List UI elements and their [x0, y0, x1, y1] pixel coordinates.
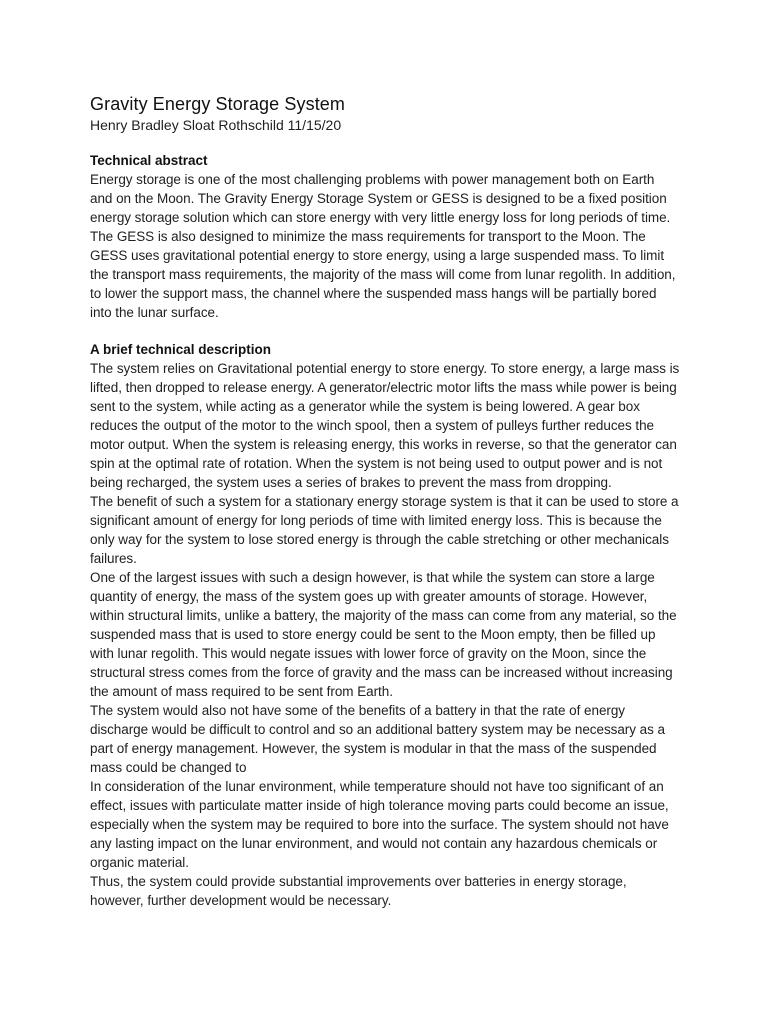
paragraph: The system would also not have some of the benefits of a battery in that the rate of energy discharge would be difficult to control and so an additional battery system may be necessary as a part of energy management. However, the system is modular in that the mass of the suspended mass could be changed to [90, 703, 665, 775]
section-technical-description [90, 341, 680, 910]
document-title: Gravity Energy Storage System [90, 94, 345, 114]
paragraph: In consideration of the lunar environment, while temperature should not have too significant of an effect, issues with particulate matter inside of high tolerance moving parts could become an issue, especially when the system may be required to bore into the surface. The system should not have any lasting impact on the lunar environment, and would not contain any hazardous chemicals or organic material. [90, 779, 669, 870]
section-heading: A brief technical description [90, 342, 272, 357]
document-page [90, 92, 680, 929]
paragraph: One of the largest issues with such a design however, is that while the system can store a large quantity of energy, the mass of the system goes up with greater amounts of storage. However, within structural limits, unlike a battery, the majority of the mass can come from any material, so the suspended mass that is used to store energy could be sent to the Moon empty, then be filled up with lunar regolith. This would negate issues with lower force of gravity on the Moon, since the structural stress comes from the force of gravity and the mass can be increased without increasing the amount of mass required to be sent from Earth. [90, 570, 677, 699]
paragraph: The system relies on Gravitational potential energy to store energy. To store energy, a large mass is lifted, then dropped to release energy. A generator/electric motor lifts the mass while power is being sent to the system, while acting as a generator while the system is being lowered. A gear box reduces the output of the motor to the winch spool, then a system of pulleys further reduces the motor output. When the system is releasing energy, this works in reverse, so that the generator can spin at the optimal rate of rotation. When the system is not being used to output power and is not being recharged, the system uses a series of brakes to prevent the mass from dropping. [90, 361, 680, 490]
paragraph: The benefit of such a system for a stationary energy storage system is that it can be used to store a significant amount of energy for long periods of time with limited energy loss. This is because the only way for the system to lose stored energy is through the cable stretching or other mechanicals failures. [90, 494, 679, 566]
section-heading: Technical abstract [90, 153, 208, 168]
document-byline: Henry Bradley Sloat Rothschild 11/15/20 [90, 117, 342, 133]
paragraph: Energy storage is one of the most challenging problems with power management both on Earth and on the Moon. The Gravity Energy Storage System or GESS is designed to be a fixed position energy storage solution which can store energy with very little energy loss for long periods of time. The GESS is also designed to minimize the mass requirements for transport to the Moon. The GESS uses gravitational potential energy to store energy, using a large suspended mass. To limit the transport mass requirements, the majority of the mass will come from lunar regolith. In addition, to lower the support mass, the channel where the suspended mass hangs will be partially bored into the lunar surface. [90, 172, 676, 320]
paragraph: Thus, the system could provide substantial improvements over batteries in energy storage, however, further development would be necessary. [90, 874, 627, 908]
section-technical-abstract [90, 152, 680, 322]
